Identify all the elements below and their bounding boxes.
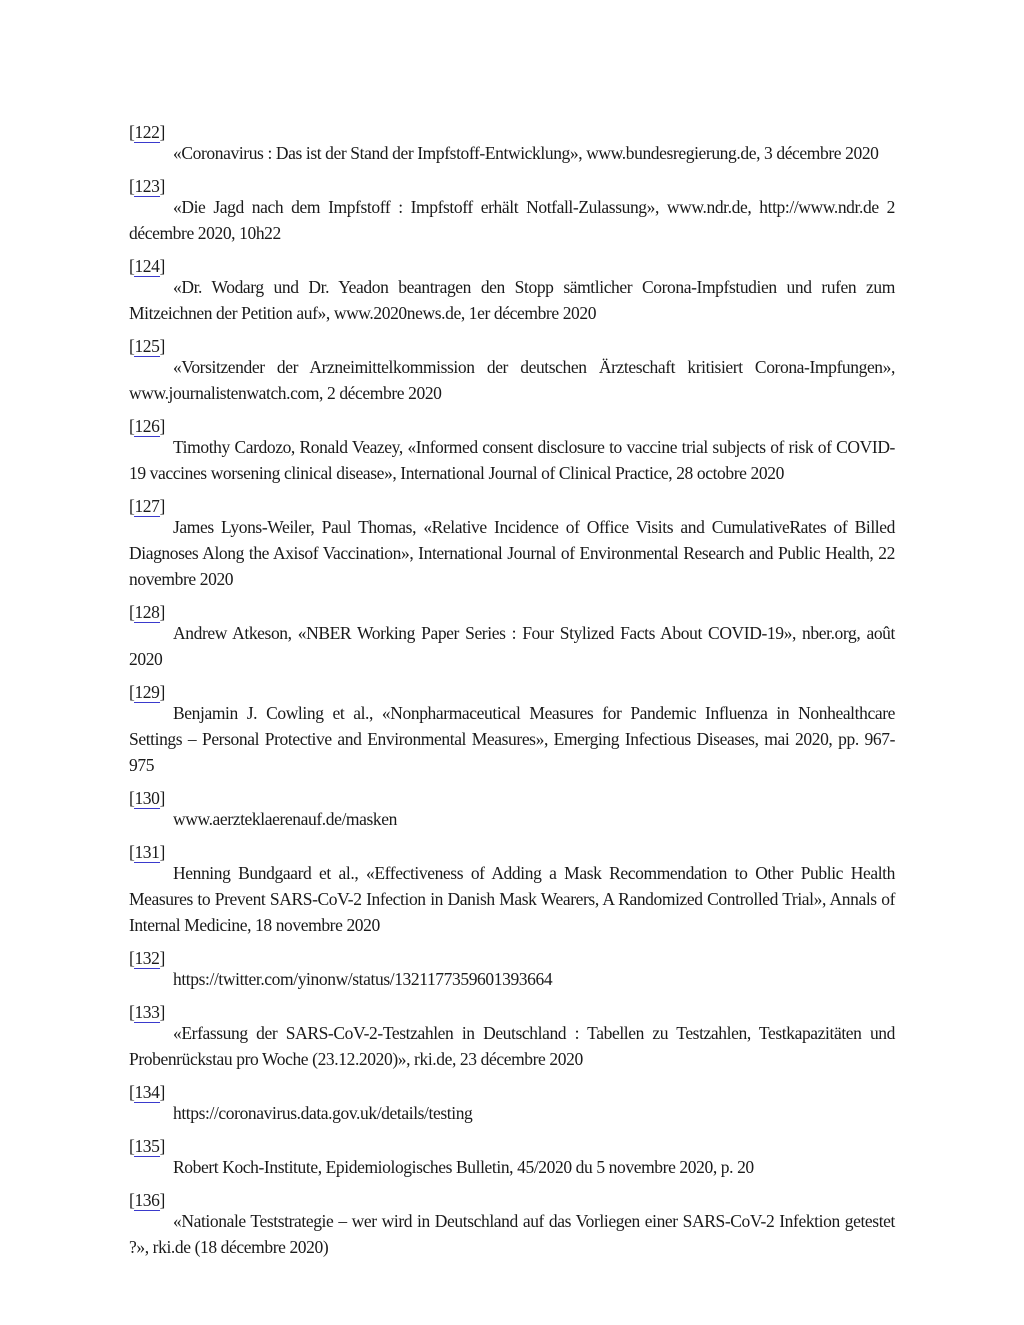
footnote	[129, 496, 895, 592]
footnote	[129, 416, 895, 486]
footnote-number: 132	[134, 948, 160, 968]
footnote-text: Benjamin J. Cowling et al., «Nonpharmaceutical Measures for Pandemic Influenza in Nonhealthcare Settings – Personal Protective and Environmental Measures», Emerging Infectious Diseases, mai 2020, pp. 967-975	[129, 703, 895, 775]
footnotes-page	[129, 122, 895, 1270]
footnote-ref-link[interactable]	[134, 496, 159, 517]
footnote-number: 135	[134, 1136, 160, 1156]
footnote-text: «Erfassung der SARS-CoV-2-Testzahlen in Deutschland : Tabellen zu Testzahlen, Testkapazitäten und Probenrückstau pro Woche (23.12.2020)», rki.de, 23 décembre 2020	[129, 1023, 895, 1069]
footnote-ref: [135]	[129, 1136, 165, 1156]
footnote	[129, 602, 895, 672]
footnote-ref-link[interactable]	[134, 336, 159, 357]
footnote-text: Robert Koch-Institute, Epidemiologisches Bulletin, 45/2020 du 5 novembre 2020, p. 20	[173, 1157, 754, 1177]
footnote	[129, 1136, 895, 1180]
footnote	[129, 1190, 895, 1260]
footnote-ref: [134]	[129, 1082, 165, 1102]
footnote-ref: [133]	[129, 1002, 165, 1022]
footnote-ref: [132]	[129, 948, 165, 968]
footnote-text: «Die Jagd nach dem Impfstoff : Impfstoff erhält Notfall-Zulassung», www.ndr.de, http://www.ndr.de 2 décembre 2020, 10h22	[129, 197, 895, 243]
footnote-number: 125	[134, 336, 160, 356]
footnote	[129, 122, 895, 166]
footnote	[129, 336, 895, 406]
footnote-ref: [126]	[129, 416, 165, 436]
footnote-number: 129	[134, 682, 160, 702]
footnote-ref: [128]	[129, 602, 165, 622]
footnote	[129, 1082, 895, 1126]
footnote-ref-link[interactable]	[134, 256, 159, 277]
footnote-ref: [130]	[129, 788, 165, 808]
footnote	[129, 256, 895, 326]
footnote-ref: [131]	[129, 842, 165, 862]
footnote-number: 127	[134, 496, 160, 516]
footnote	[129, 948, 895, 992]
footnote-text: Andrew Atkeson, «NBER Working Paper Series : Four Stylized Facts About COVID-19», nber.org, août 2020	[129, 623, 895, 669]
footnote-ref-link[interactable]	[134, 122, 159, 143]
footnote	[129, 682, 895, 778]
footnote-text: www.aerzteklaerenauf.de/masken	[173, 809, 397, 829]
footnote-ref-link[interactable]	[134, 602, 159, 623]
footnote-number: 136	[134, 1190, 160, 1210]
footnote-number: 130	[134, 788, 160, 808]
footnote-text: James Lyons-Weiler, Paul Thomas, «Relative Incidence of Office Visits and CumulativeRates of Billed Diagnoses Along the Axisof Vaccination», International Journal of Environmental Research and Public Health, 22 novembre 2020	[129, 517, 895, 589]
footnote-ref-link[interactable]	[134, 1190, 159, 1211]
footnote	[129, 788, 895, 832]
footnote-number: 124	[134, 256, 160, 276]
footnote-text: «Coronavirus : Das ist der Stand der Impfstoff-Entwicklung», www.bundesregierung.de, 3 décembre 2020	[173, 143, 879, 163]
footnote-ref-link[interactable]	[134, 1002, 159, 1023]
footnote-text: «Nationale Teststrategie – wer wird in Deutschland auf das Vorliegen einer SARS-CoV-2 Infektion getestet ?», rki.de (18 décembre 2020)	[129, 1211, 895, 1257]
footnote-number: 128	[134, 602, 160, 622]
footnote-text: «Vorsitzender der Arzneimittelkommission der deutschen Ärzteschaft kritisiert Corona-Impfungen», www.journalistenwatch.com, 2 décembre 2020	[129, 357, 895, 403]
footnote-ref-link[interactable]	[134, 1082, 159, 1103]
footnote-ref: [123]	[129, 176, 165, 196]
footnote-ref-link[interactable]	[134, 682, 159, 703]
footnote	[129, 842, 895, 938]
footnote-number: 123	[134, 176, 160, 196]
footnote-ref: [129]	[129, 682, 165, 702]
footnote-text: https://coronavirus.data.gov.uk/details/testing	[173, 1103, 473, 1123]
footnote-text: «Dr. Wodarg und Dr. Yeadon beantragen den Stopp sämtlicher Corona-Impfstudien und rufen zum Mitzeichnen der Petition auf», www.2020news.de, 1er décembre 2020	[129, 277, 895, 323]
footnote-text: Timothy Cardozo, Ronald Veazey, «Informed consent disclosure to vaccine trial subjects of risk of COVID-19 vaccines worsening clinical disease», International Journal of Clinical Practice, 28 octobre 2020	[129, 437, 895, 483]
footnote-text: https://twitter.com/yinonw/status/1321177359601393664	[173, 969, 553, 989]
footnote-ref-link[interactable]	[134, 842, 159, 863]
footnote-ref: [125]	[129, 336, 165, 356]
footnote-ref-link[interactable]	[134, 788, 159, 809]
footnote-ref: [127]	[129, 496, 165, 516]
footnote	[129, 176, 895, 246]
footnote-text: Henning Bundgaard et al., «Effectiveness of Adding a Mask Recommendation to Other Public Health Measures to Prevent SARS-CoV-2 Infection in Danish Mask Wearers, A Randomized Controlled Trial», Annals of Internal Medicine, 18 novembre 2020	[129, 863, 895, 935]
footnote-number: 122	[134, 122, 160, 142]
footnote-number: 134	[134, 1082, 160, 1102]
footnote-number: 126	[134, 416, 160, 436]
footnote-ref-link[interactable]	[134, 1136, 159, 1157]
footnote-ref: [122]	[129, 122, 165, 142]
footnote-ref-link[interactable]	[134, 416, 159, 437]
footnote-number: 131	[134, 842, 160, 862]
footnote	[129, 1002, 895, 1072]
footnote-ref: [136]	[129, 1190, 165, 1210]
footnote-ref-link[interactable]	[134, 176, 159, 197]
footnote-ref: [124]	[129, 256, 165, 276]
footnote-ref-link[interactable]	[134, 948, 159, 969]
footnote-number: 133	[134, 1002, 160, 1022]
